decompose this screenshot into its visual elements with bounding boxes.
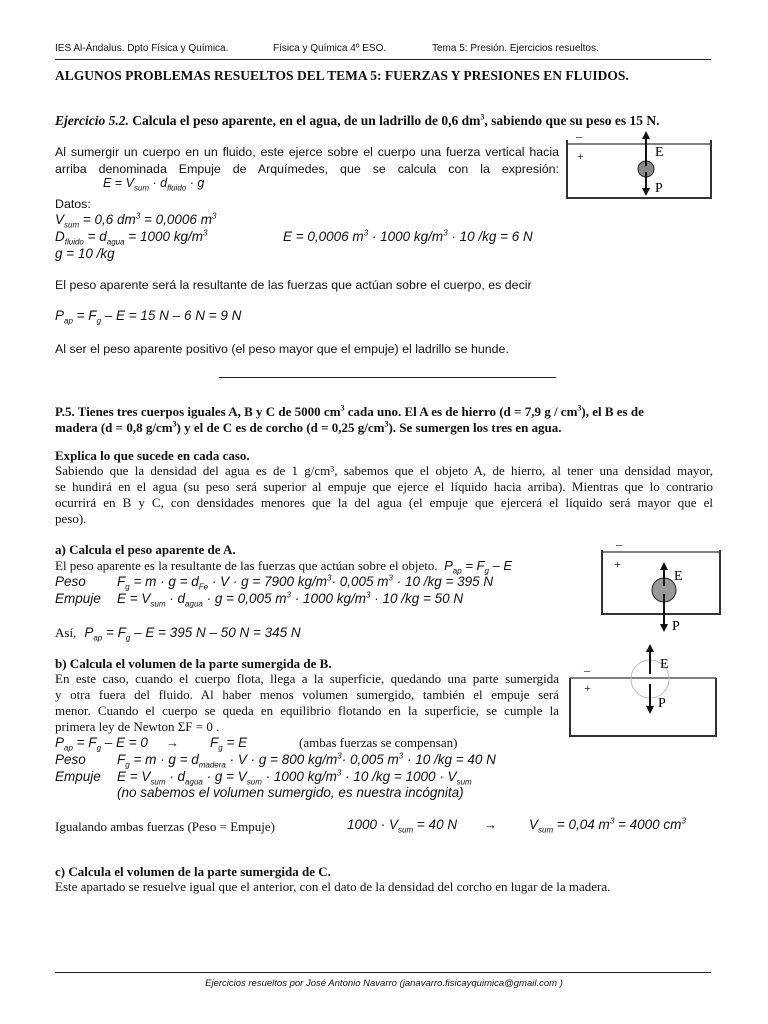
p5-b-ig-eq-sub: sum: [398, 825, 414, 835]
p5-b-ig-res-sub: sum: [538, 825, 554, 835]
p5-a-asi-f: = F: [102, 625, 126, 640]
sup3: 3: [609, 816, 615, 826]
p5-b-peso-end3: · 10 /kg = 40 N: [403, 752, 496, 767]
p5-b-peso-end: · V · g = 800 kg/m: [225, 752, 338, 767]
p5-b-peso-f: F: [117, 752, 126, 767]
p5-a-peso-end2: · 0,005 m: [331, 574, 389, 589]
sup3: 3: [681, 816, 686, 826]
p5-a-peso-label: Peso: [55, 574, 86, 589]
p5-a-eq-fsub: g: [484, 566, 489, 576]
p5-a-eq-f: = F: [461, 558, 485, 573]
p5-a-asi: [55, 624, 301, 642]
label-p: P: [655, 181, 663, 196]
arrow-e-head: [660, 562, 668, 570]
sup3: 3: [388, 573, 393, 583]
p5-a-diagram: [600, 538, 722, 640]
label-e: E: [660, 657, 669, 672]
p5-a-empuje-sub2: agua: [185, 599, 203, 609]
ex52-datos-d-sub: fluido: [64, 237, 84, 247]
p5-line1a: P.5. Tienes tres cuerpos iguales A, B y C de 5000 cm: [55, 404, 341, 419]
p5-b-text-line: menor. Cuando el cuerpo se queda en equilibrio flotando en la superficie, se cumple la: [55, 703, 559, 718]
p5-a-peso-eq: [117, 573, 494, 592]
p5-a-empuje-sub: sum: [150, 599, 166, 609]
sup3: 3: [203, 228, 208, 238]
p5-b-eq1-end: – E = 0: [101, 735, 148, 750]
sup3: 3: [211, 211, 217, 221]
ex52-datos-label: Datos:: [55, 197, 91, 211]
p5-b-ig-arrow: →: [484, 817, 497, 832]
ex52-statement-b: , sabiendo que su peso es 15 N.: [484, 113, 660, 128]
p5-b-empuje-sub4: sum: [456, 777, 472, 787]
p5-b-ig-res-end: = 0,04 m: [553, 817, 610, 832]
p5-b-ig-res-end2: = 4000 cm: [614, 817, 682, 832]
arrow-p-head: [660, 624, 668, 632]
p5-b-empuje-sub3: sum: [246, 777, 262, 787]
ex52-datos-vval2: = 0,0006 m: [140, 212, 212, 227]
ex52-result-f: = F: [72, 308, 97, 323]
p5-b-peso-fsub: g: [125, 760, 130, 770]
ex52-result-fsub: g: [96, 316, 102, 326]
p5-a-eq-rest: – E: [488, 558, 513, 573]
label-e: E: [655, 145, 664, 160]
p5-a-peso-mid: = m · g = d: [129, 574, 199, 589]
p5-a-asi-psub: ap: [93, 633, 103, 643]
ex52-datos-vval: = 0,6 dm: [79, 212, 136, 227]
arrow-p-head: [642, 188, 650, 196]
label-p: P: [672, 619, 680, 634]
ex52-datos-d-mid: = d: [83, 229, 107, 244]
ex52-datos-d-sym: D: [55, 229, 65, 244]
sup3: 3: [172, 419, 177, 429]
p5-a-empuje-label: Empuje: [55, 591, 101, 606]
p5-b-arrow: →: [166, 735, 179, 750]
p5-a-asi-label: Así,: [55, 625, 77, 640]
p5-b-eq1-right: [210, 735, 248, 753]
ex52-sup: 3: [480, 112, 485, 122]
plus-sign: +: [614, 557, 621, 571]
header-divider: [55, 59, 711, 60]
ex52-result-rest: – E = 15 N – 6 N = 9 N: [101, 308, 242, 323]
sup3: 3: [366, 590, 371, 600]
p5-a-eq: [444, 558, 513, 576]
ex52-formula-e: E = V: [103, 176, 134, 190]
sup3: 3: [398, 751, 404, 761]
plus-sign: +: [584, 681, 591, 695]
p5-a-empuje-end2: · 1000 kg/m: [290, 591, 367, 606]
p5-b-empuje-end3: · 10 /kg = 1000 · V: [341, 769, 457, 784]
ex52-intro-line: arriba denominada Empuje de Arquímedes, que se calcula con la expresión:: [55, 161, 559, 176]
sup3: 3: [135, 211, 141, 221]
p5-b-eq1-rend: = E: [222, 735, 248, 750]
p5-b-peso-mid: = m · g = d: [129, 752, 199, 767]
minus-sign: –: [584, 663, 590, 677]
p5-b-eq1-p: P: [55, 735, 65, 750]
p5-b-note: (no sabemos el volumen sumergido, es nuestra incógnita): [117, 785, 464, 800]
p5-b-diagram: [568, 640, 718, 740]
ex52-result-eq: [55, 308, 242, 326]
ex52-datos-vsub: sum: [64, 220, 80, 230]
p5-b-peso-end2: · 0,005 m: [341, 752, 399, 767]
p5-line2a: madera (d = 0,8 g/cm: [55, 420, 173, 435]
ex52-datos-d-sub2: agua: [106, 237, 125, 247]
p5-explica-text: [55, 463, 713, 527]
p5-b-eq1-psub: ap: [64, 743, 73, 753]
p5-b-newton: primera ley de Newton ΣF = 0 .: [55, 719, 220, 734]
p5-b-empuje-eq: [117, 768, 472, 787]
footer-divider: [55, 972, 711, 973]
p5-a-empuje-mid: · d: [165, 591, 186, 606]
p5-explica-title: Explica lo que sucede en cada caso.: [55, 448, 250, 463]
p5-b-ig-eq-l: 1000 · V: [347, 817, 399, 832]
p5-a-peso-f: F: [117, 574, 126, 589]
p5-b-eq1-note: (ambas fuerzas se compensan): [299, 735, 458, 750]
sup3: 3: [577, 403, 582, 413]
ex52-calc-e3: · 10 /kg = 6 N: [447, 229, 533, 244]
p5-line1c: ), el B es de: [581, 404, 644, 419]
minus-sign: –: [576, 130, 582, 143]
p5-b-empuje-end2: · 1000 kg/m: [261, 769, 337, 784]
sup3: 3: [286, 590, 291, 600]
ex52-formula-sub1: sum: [133, 183, 150, 193]
sup3: 3: [384, 419, 389, 429]
p5-statement-line2: [55, 420, 562, 436]
ex52-label: Ejercicio 5.2.: [55, 113, 129, 128]
p5-a-asi-rest: – E = 395 N – 50 N = 345 N: [130, 625, 301, 640]
p5-line2c: ). Se sumergen los tres en agua.: [388, 420, 562, 435]
p5-a-asi-fsub: g: [125, 633, 131, 643]
ex52-intro: [55, 144, 559, 177]
p5-a-eq-p: P: [444, 558, 453, 573]
ex52-datos-vsum: [55, 211, 217, 230]
p5-line2b: ) y el de C es de corcho (d = 0,25 g/cm: [176, 420, 385, 435]
p5-a-text: [55, 558, 512, 574]
ex52-statement: [55, 113, 660, 129]
p5-explica-line: peso).: [55, 511, 87, 526]
p5-a-empuje-end: · g = 0,005 m: [202, 591, 287, 606]
p5-b-eq1: [55, 735, 148, 753]
ex52-result-psub: ap: [64, 316, 73, 326]
sup3: 3: [336, 768, 342, 778]
container-outline: [570, 678, 716, 736]
sup3: 3: [443, 228, 448, 238]
ex52-datos-v: V: [55, 212, 65, 227]
p5-explica-line: Sabiendo que la densidad del agua es de 1 g/cm³, sabemos que el objeto A, de hierro, al tener una densidad mayor,: [55, 463, 713, 478]
p5-explica-line: ocurrirá en B y C, con densidades menores que la del agua (el empuje que ejercerá el líquido será mayor que el: [55, 495, 713, 510]
ex52-statement-a: Calcula el peso aparente, en el agua, de un ladrillo de 0,6 dm: [132, 113, 481, 128]
p5-a-asi-eq: [84, 625, 301, 643]
ex52-intro-line: Al sumergir un cuerpo en un fluido, este ejerce sobre el cuerpo una fuerza vertical hacia: [55, 145, 559, 159]
ex52-formula-end: · g: [186, 176, 205, 190]
p5-b-ig-res-v: V: [529, 817, 539, 832]
p5-c-title: c) Calcula el volumen de la parte sumergida de C.: [55, 864, 331, 879]
p5-b-ig-eq: [347, 817, 458, 835]
ex52-datos-d-val: = 1000 kg/m: [124, 229, 204, 244]
label-p: P: [658, 696, 666, 711]
p5-a-peso-end: · V · g = 7900 kg/m: [208, 574, 328, 589]
p5-b-eq1-f: = F: [72, 735, 97, 750]
p5-c-text: Este apartado se resuelve igual que el anterior, con el dato de la densidad del corcho en lugar de la madera.: [55, 879, 611, 894]
arrow-e-head: [646, 644, 654, 652]
p5-a-empuje-eq: [117, 590, 464, 609]
ex52-formula-mid: · d: [149, 176, 168, 190]
p5-a-empuje-end3: · 10 /kg = 50 N: [370, 591, 464, 606]
p5-b-empuje-sub2: agua: [185, 777, 203, 787]
p5-a-empuje-e: E = V: [117, 591, 151, 606]
p5-b-eq1-fsub: g: [96, 743, 102, 753]
ex52-result-intro: El peso aparente será la resultante de las fuerzas que actúan sobre el cuerpo, es decir: [55, 278, 532, 292]
sup3: 3: [363, 228, 369, 238]
ex52-datos-g: g = 10 /kg: [55, 246, 115, 261]
p5-a-peso-fsub: g: [125, 582, 130, 592]
p5-b-igualando: Igualando ambas fuerzas (Peso = Empuje): [55, 819, 275, 834]
p5-b-text-line: En este caso, cuando el cuerpo flota, llega a la superficie, quedando una parte sumergida: [55, 671, 559, 686]
header-school: IES Al-Ándalus. Dpto Física y Química.: [55, 43, 229, 54]
ex52-calc-e1: E = 0,0006 m: [283, 229, 364, 244]
ex52-conclusion: Al ser el peso aparente positivo (el peso mayor que el empuje) el ladrillo se hunde.: [55, 342, 509, 356]
p5-a-peso-sub2: Fe: [198, 582, 209, 592]
p5-b-empuje-end: · g = V: [202, 769, 247, 784]
sup3: 3: [340, 403, 345, 413]
p5-b-empuje-mid: · d: [165, 769, 186, 784]
p5-a-peso-end3: · 10 /kg = 395 N: [392, 574, 494, 589]
ex52-result-p: P: [55, 308, 65, 323]
ex52-datos-d: [55, 228, 208, 247]
arrow-p-head: [646, 706, 654, 714]
header-course: Física y Química 4º ESO.: [273, 43, 387, 54]
p5-b-title: b) Calcula el volumen de la parte sumergida de B.: [55, 656, 332, 671]
p5-b-text: [55, 671, 559, 735]
p5-explica-line: se hundirá en el agua (su peso será superior al empuje que ejerce el líquido hacia arriba). Mientras que lo contrario: [55, 479, 713, 494]
p5-b-peso-sub2: madera: [198, 760, 226, 770]
minus-sign: –: [616, 538, 622, 551]
p5-line1b: cada uno. El A es de hierro (d = 7,9 g / cm: [344, 404, 578, 419]
p5-b-peso-label: Peso: [55, 752, 86, 767]
p5-b-text-line: y otra fuera del fluido. Al haber menos volumen sumergido, también el empuje será: [55, 687, 559, 702]
p5-b-eq1-rsub: g: [218, 743, 223, 753]
ex52-diagram: [565, 130, 713, 202]
plus-sign: +: [577, 149, 584, 163]
p5-a-asi-p: P: [84, 625, 94, 640]
p5-a-title: a) Calcula el peso aparente de A.: [55, 542, 236, 557]
p5-b-ig-eq-end: = 40 N: [413, 817, 458, 832]
ex52-calc-e2: · 1000 kg/m: [368, 229, 444, 244]
label-e: E: [674, 569, 683, 584]
p5-a-eq-psub: ap: [452, 566, 462, 576]
section-divider: [219, 377, 556, 378]
p5-a-text-body: El peso aparente es la resultante de las fuerzas que actúan sobre el objeto.: [55, 558, 438, 573]
arrow-e-head: [642, 131, 650, 139]
p5-b-empuje-sub: sum: [150, 777, 166, 787]
ex52-calc-e: [283, 229, 533, 244]
p5-b-empuje-label: Empuje: [55, 769, 101, 784]
ex52-formula-sub2: fluido: [167, 183, 187, 193]
p5-b-empuje-e: E = V: [117, 769, 151, 784]
header-topic: Tema 5: Presión. Ejercicios resueltos.: [432, 43, 599, 54]
p5-b-ig-res: [529, 816, 686, 835]
sup3: 3: [327, 573, 332, 583]
p5-statement-line1: [55, 404, 644, 420]
p5-b-eq1-r: F: [210, 735, 219, 750]
main-title: ALGUNOS PROBLEMAS RESUELTOS DEL TEMA 5: FUERZAS Y PRESIONES EN FLUIDOS.: [55, 68, 629, 83]
ex52-formula: [103, 176, 205, 193]
p5-b-peso-eq: [117, 751, 496, 770]
sup3: 3: [337, 751, 342, 761]
footer-text: Ejercicios resueltos por José Antonio Navarro (janavarro.fisicayquimica@gmail.com ): [205, 978, 563, 989]
